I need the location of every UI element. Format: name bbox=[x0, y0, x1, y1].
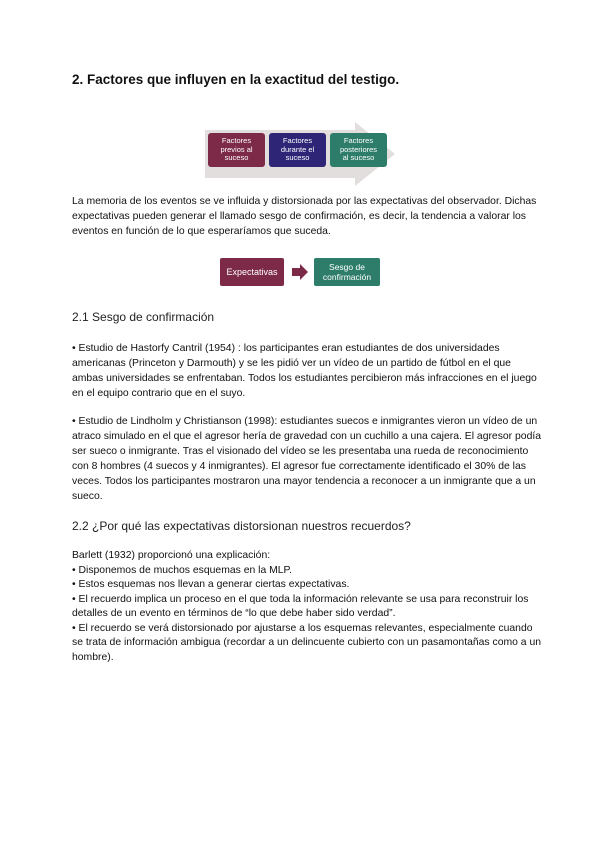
hastorf-study-paragraph: • Estudio de Hastorfy Cantril (1954) : los participantes eran estudiantes de dos universidades americanas (Princeton y Darmouth) y se les pidió ver un vídeo de un partido de fútbol en el que ambas universidades se enfrentaban. Todos los estudiantes percibieron más infracciones en el juego en el equipo contrario que en el suyo. bbox=[72, 343, 537, 399]
list-item: Barlett (1932) proporcionó una explicación: bbox=[72, 550, 271, 561]
box-factores-durante: Factores durante el suceso bbox=[269, 133, 326, 167]
section-title: 2. Factores que influyen en la exactitud del testigo. bbox=[72, 72, 400, 87]
lindholm-study-paragraph: • Estudio de Lindholm y Christianson (1998): estudiantes suecos e inmigrantes vieron un vídeo de un atraco simulado en el que el agresor hería de gravedad con un cuchillo a una cajera. El agresor podía ser sueco o inmigrante. Tras el visionado del vídeo se les presentaba una rueda de reconocimiento con 8 hombres (4 suecos y 4 inmigrantes). El agresor fue correctamente identificado el 30% de las veces. Todos los participantes mostraron una mayor tendencia a reconocer a un inmigrante que a un sueco. bbox=[72, 416, 542, 502]
list-item: • Estos esquemas nos llevan a generar ciertas expectativas. bbox=[72, 579, 350, 590]
box-factores-previos: Factores previos al suceso bbox=[208, 133, 265, 167]
list-item: • El recuerdo se verá distorsionado por ajustarse a los esquemas relevantes, especialmente cuando se trata de información ambigua (recordar a un delincuente cubierto con un pasamontañas como a un hombre). bbox=[72, 622, 542, 663]
subsection-2-2-heading: 2.2 ¿Por qué las expectativas distorsionan nuestros recuerdos? bbox=[72, 519, 411, 533]
sesgo-confirmacion-box: Sesgo de confirmación bbox=[314, 258, 380, 286]
box-factores-posteriores: Factores posteriores al suceso bbox=[330, 133, 387, 167]
arrow-right-icon bbox=[292, 264, 308, 280]
barlett-list bbox=[72, 549, 542, 665]
list-item: • Disponemos de muchos esquemas en la MLP. bbox=[72, 564, 293, 576]
expectativas-box: Expectativas bbox=[220, 258, 284, 286]
intro-paragraph: La memoria de los eventos se ve influida y distorsionada por las expectativas del observador. Dichas expectativas pueden generar el llamado sesgo de confirmación, es decir, la tendencia a valorar los eventos en función de lo que esperaríamos que suceda. bbox=[72, 196, 537, 237]
list-item: • El recuerdo implica un proceso en el que toda la información relevante se usa para reconstruir los detalles de un evento en términos de “lo que debe haber sido verdad”. bbox=[72, 593, 529, 619]
subsection-2-1-heading: 2.1 Sesgo de confirmación bbox=[72, 310, 215, 324]
